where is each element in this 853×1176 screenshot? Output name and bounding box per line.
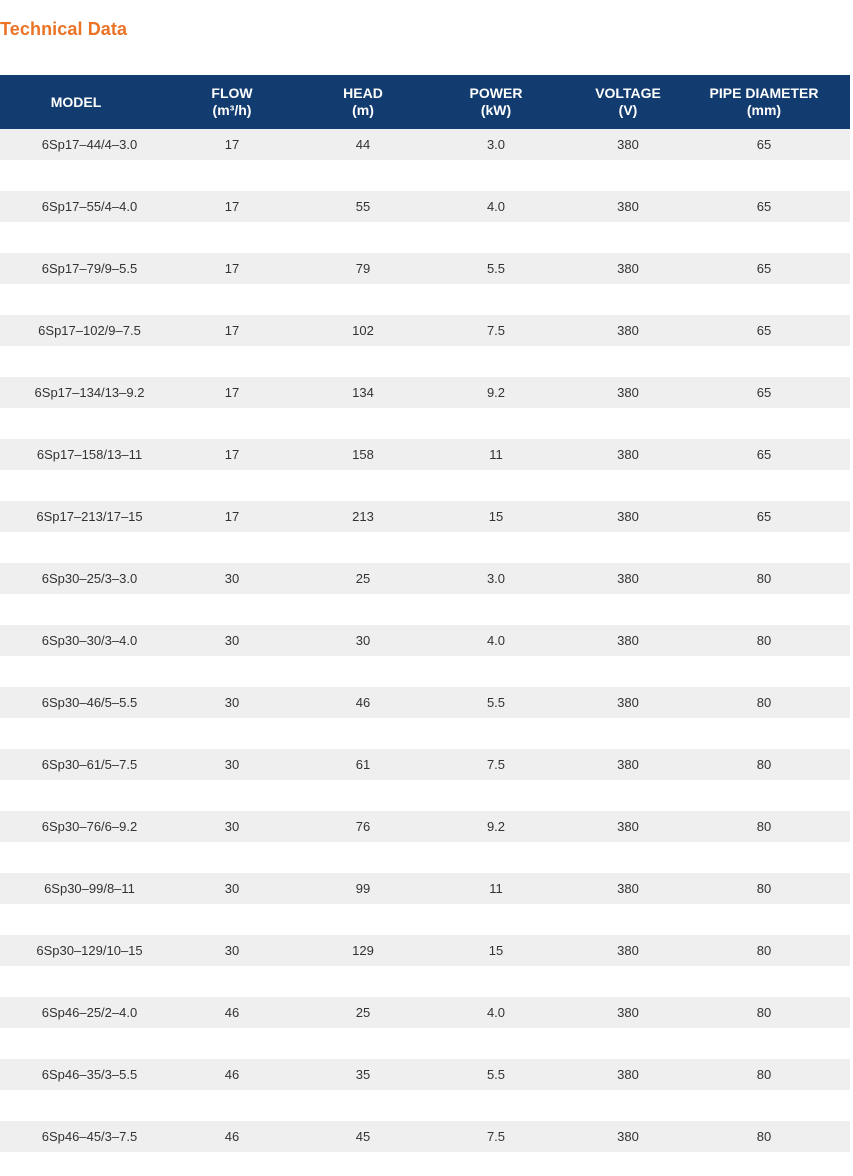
cell-power: 3.0 xyxy=(486,137,506,152)
cell-pipe: 80 xyxy=(756,633,772,648)
cell-model: 6Sp30–30/3–4.0 xyxy=(41,633,138,648)
cell-head: 35 xyxy=(355,1067,371,1082)
cell-pipe: 80 xyxy=(756,1129,772,1144)
cell-head: 30 xyxy=(355,633,371,648)
cell-pipe: 80 xyxy=(756,571,772,586)
table-body xyxy=(0,129,850,1152)
cell-power: 5.5 xyxy=(486,695,506,710)
table-header xyxy=(0,75,850,129)
cell-pipe: 80 xyxy=(756,757,772,772)
header-flow-unit: (m³/h) xyxy=(212,102,252,118)
header-pipe-diameter xyxy=(678,85,850,119)
header-power-label: POWER xyxy=(469,85,523,101)
header-power xyxy=(414,85,578,119)
cell-flow: 46 xyxy=(224,1067,240,1082)
table-row xyxy=(0,191,850,222)
cell-flow: 30 xyxy=(224,757,240,772)
cell-power: 9.2 xyxy=(486,385,506,400)
cell-model: 6Sp17–158/13–11 xyxy=(36,447,143,462)
row-spacer xyxy=(0,346,850,377)
page-title: Technical Data xyxy=(0,19,128,39)
cell-head: 25 xyxy=(355,1005,371,1020)
cell-power: 15 xyxy=(488,509,504,524)
table-row xyxy=(0,377,850,408)
cell-pipe: 65 xyxy=(756,199,772,214)
cell-pipe: 80 xyxy=(756,943,772,958)
cell-pipe: 65 xyxy=(756,509,772,524)
row-spacer xyxy=(0,160,850,191)
header-flow xyxy=(152,85,312,119)
cell-head: 158 xyxy=(352,447,374,462)
cell-head: 61 xyxy=(355,757,371,772)
cell-head: 129 xyxy=(352,943,374,958)
cell-pipe: 65 xyxy=(756,323,772,338)
table-row xyxy=(0,687,850,718)
cell-flow: 17 xyxy=(224,137,240,152)
cell-model: 6Sp17–213/17–15 xyxy=(36,509,143,524)
row-spacer xyxy=(0,656,850,687)
cell-voltage: 380 xyxy=(617,757,639,772)
cell-power: 4.0 xyxy=(486,1005,506,1020)
cell-head: 134 xyxy=(352,385,374,400)
row-spacer xyxy=(0,966,850,997)
cell-head: 76 xyxy=(355,819,371,834)
header-power-unit: (kW) xyxy=(480,102,512,118)
cell-voltage: 380 xyxy=(617,881,639,896)
cell-voltage: 380 xyxy=(617,571,639,586)
cell-power: 7.5 xyxy=(486,323,506,338)
cell-model: 6Sp30–76/6–9.2 xyxy=(41,819,138,834)
cell-flow: 17 xyxy=(224,509,240,524)
cell-model: 6Sp17–102/9–7.5 xyxy=(38,323,141,338)
cell-power: 7.5 xyxy=(486,1129,506,1144)
cell-voltage: 380 xyxy=(617,199,639,214)
cell-pipe: 80 xyxy=(756,1067,772,1082)
cell-head: 102 xyxy=(352,323,374,338)
cell-head: 44 xyxy=(355,137,371,152)
table-row xyxy=(0,1059,850,1090)
row-spacer xyxy=(0,718,850,749)
cell-pipe: 65 xyxy=(756,261,772,276)
header-model-label: MODEL xyxy=(50,93,102,110)
cell-head: 46 xyxy=(355,695,371,710)
cell-head: 25 xyxy=(355,571,371,586)
cell-voltage: 380 xyxy=(617,695,639,710)
cell-head: 55 xyxy=(355,199,371,214)
cell-power: 15 xyxy=(488,943,504,958)
cell-voltage: 380 xyxy=(617,323,639,338)
cell-power: 4.0 xyxy=(486,199,506,214)
cell-pipe: 65 xyxy=(756,447,772,462)
cell-power: 9.2 xyxy=(486,819,506,834)
header-voltage-unit: (V) xyxy=(618,102,638,118)
cell-model: 6Sp17–134/13–9.2 xyxy=(34,385,145,400)
cell-power: 4.0 xyxy=(486,633,506,648)
cell-flow: 30 xyxy=(224,881,240,896)
cell-flow: 30 xyxy=(224,571,240,586)
cell-model: 6Sp46–25/2–4.0 xyxy=(41,1005,138,1020)
table-row xyxy=(0,563,850,594)
cell-power: 11 xyxy=(489,881,503,896)
table-row xyxy=(0,129,850,160)
row-spacer xyxy=(0,1090,850,1121)
header-head xyxy=(312,85,414,119)
row-spacer xyxy=(0,222,850,253)
row-spacer xyxy=(0,594,850,625)
cell-voltage: 380 xyxy=(617,943,639,958)
table-row xyxy=(0,501,850,532)
cell-flow: 17 xyxy=(224,385,240,400)
table-row xyxy=(0,625,850,656)
cell-power: 5.5 xyxy=(486,1067,506,1082)
cell-model: 6Sp46–35/3–5.5 xyxy=(41,1067,138,1082)
cell-voltage: 380 xyxy=(617,261,639,276)
cell-model: 6Sp30–99/8–11 xyxy=(44,881,135,896)
header-flow-label: FLOW xyxy=(211,85,253,101)
table-row xyxy=(0,811,850,842)
row-spacer xyxy=(0,780,850,811)
cell-voltage: 380 xyxy=(617,1067,639,1082)
row-spacer xyxy=(0,408,850,439)
cell-pipe: 80 xyxy=(756,819,772,834)
row-spacer xyxy=(0,1028,850,1059)
cell-head: 213 xyxy=(352,509,374,524)
table-row xyxy=(0,1121,850,1152)
table-row xyxy=(0,749,850,780)
cell-flow: 30 xyxy=(224,943,240,958)
row-spacer xyxy=(0,904,850,935)
cell-model: 6Sp17–79/9–5.5 xyxy=(41,261,138,276)
cell-voltage: 380 xyxy=(617,633,639,648)
cell-power: 7.5 xyxy=(486,757,506,772)
table-row xyxy=(0,315,850,346)
cell-model: 6Sp30–129/10–15 xyxy=(36,943,143,958)
cell-voltage: 380 xyxy=(617,819,639,834)
cell-flow: 30 xyxy=(224,819,240,834)
header-model xyxy=(0,94,152,111)
cell-power: 5.5 xyxy=(486,261,506,276)
header-head-unit: (m) xyxy=(352,102,374,118)
cell-model: 6Sp17–55/4–4.0 xyxy=(41,199,138,214)
cell-pipe: 65 xyxy=(756,137,772,152)
row-spacer xyxy=(0,532,850,563)
table-row xyxy=(0,873,850,904)
cell-flow: 17 xyxy=(224,447,240,462)
table-row xyxy=(0,253,850,284)
cell-voltage: 380 xyxy=(617,447,639,462)
cell-voltage: 380 xyxy=(617,1005,639,1020)
technical-data-table xyxy=(0,75,850,1152)
cell-model: 6Sp46–45/3–7.5 xyxy=(41,1129,138,1144)
cell-model: 6Sp30–46/5–5.5 xyxy=(41,695,138,710)
cell-flow: 46 xyxy=(224,1005,240,1020)
cell-voltage: 380 xyxy=(617,385,639,400)
row-spacer xyxy=(0,470,850,501)
cell-flow: 30 xyxy=(224,633,240,648)
cell-flow: 17 xyxy=(224,261,240,276)
header-voltage xyxy=(578,85,678,119)
cell-flow: 17 xyxy=(224,199,240,214)
cell-head: 45 xyxy=(355,1129,371,1144)
cell-voltage: 380 xyxy=(617,1129,639,1144)
cell-voltage: 380 xyxy=(617,509,639,524)
cell-power: 11 xyxy=(489,447,503,462)
header-voltage-label: VOLTAGE xyxy=(595,85,661,101)
cell-model: 6Sp30–25/3–3.0 xyxy=(41,571,138,586)
cell-model: 6Sp17–44/4–3.0 xyxy=(41,137,138,152)
cell-model: 6Sp30–61/5–7.5 xyxy=(41,757,138,772)
header-head-label: HEAD xyxy=(343,85,383,101)
cell-pipe: 80 xyxy=(756,881,772,896)
cell-power: 3.0 xyxy=(486,571,506,586)
cell-voltage: 380 xyxy=(617,137,639,152)
table-row xyxy=(0,439,850,470)
cell-flow: 30 xyxy=(224,695,240,710)
table-row xyxy=(0,935,850,966)
cell-head: 99 xyxy=(355,881,371,896)
cell-pipe: 80 xyxy=(756,1005,772,1020)
cell-flow: 46 xyxy=(224,1129,240,1144)
cell-pipe: 80 xyxy=(756,695,772,710)
table-row xyxy=(0,997,850,1028)
cell-pipe: 65 xyxy=(756,385,772,400)
cell-head: 79 xyxy=(355,261,371,276)
row-spacer xyxy=(0,842,850,873)
header-pipe-diameter-unit: (mm) xyxy=(746,102,782,118)
header-pipe-diameter-label: PIPE DIAMETER xyxy=(709,85,819,101)
row-spacer xyxy=(0,284,850,315)
cell-flow: 17 xyxy=(224,323,240,338)
